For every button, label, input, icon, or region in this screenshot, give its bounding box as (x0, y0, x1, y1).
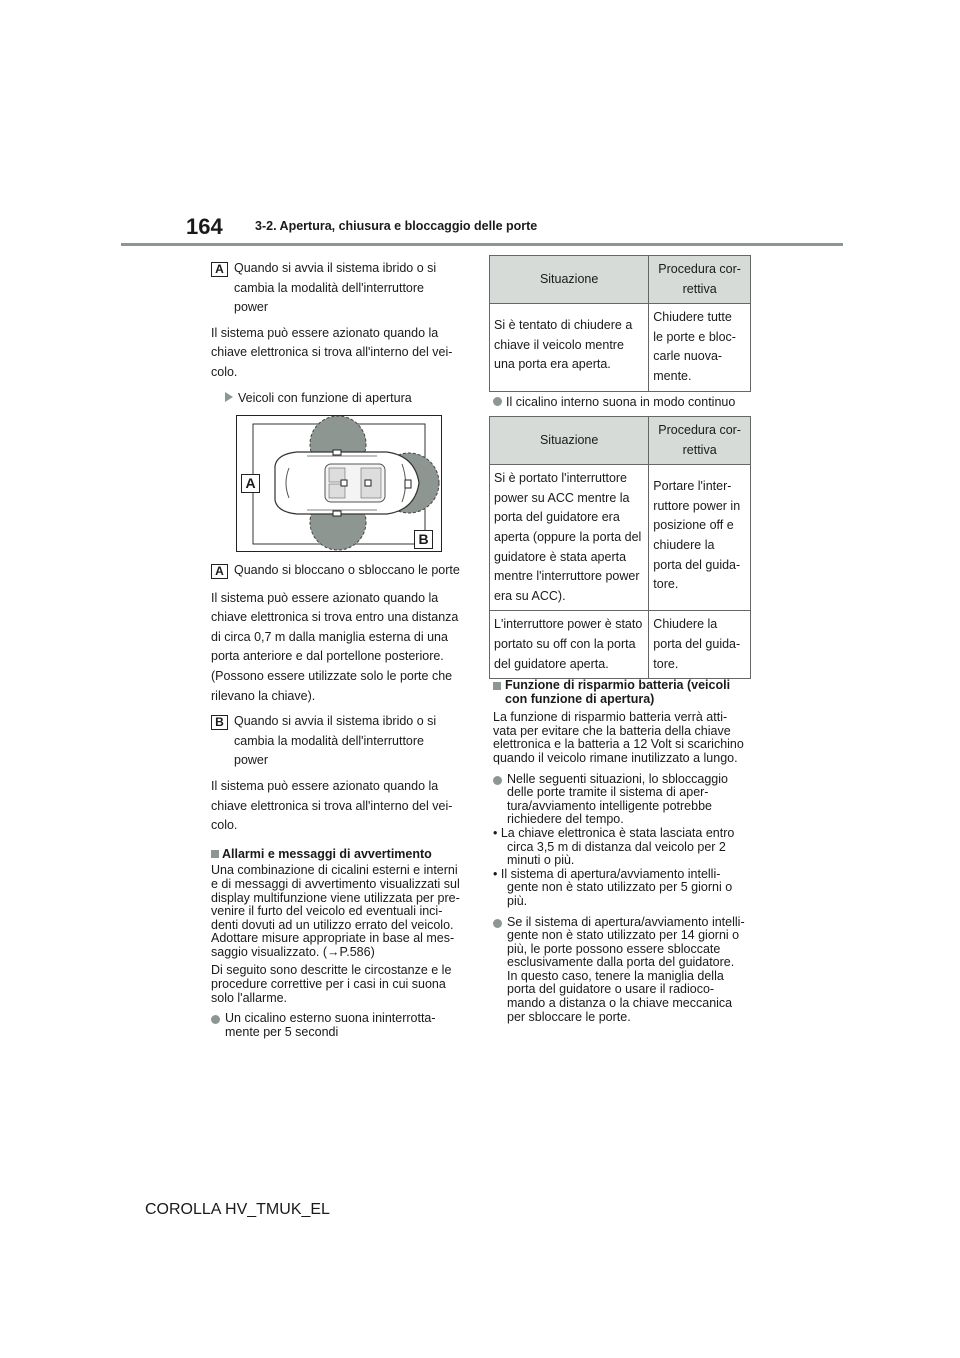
sub-item (493, 827, 755, 868)
figure-label-b: B (414, 530, 433, 549)
paragraph (211, 589, 473, 707)
bullet-dot-icon (493, 397, 502, 406)
section-title: 3-2. Apertura, chiusura e bloccaggio delle porte (255, 219, 538, 233)
text-line: Nelle seguenti situazioni, lo sbloccaggio (507, 771, 728, 786)
text-line: più, le porte possono essere sbloccate (507, 941, 721, 956)
text-line: di circa 0,7 m dalla maniglia esterna di una (211, 629, 448, 644)
text-line: con funzione di apertura) (505, 691, 655, 706)
text-line: gente non è stato utilizzato per 14 giorni o (507, 928, 740, 943)
car-top-view-diagram (237, 416, 441, 551)
text-line: power (234, 300, 269, 315)
text-line: Se il sistema di apertura/avviamento intelli- (507, 914, 745, 929)
alarm-heading (211, 845, 473, 865)
bullet-dot-icon (493, 776, 502, 785)
alarm-paragraph (211, 864, 473, 959)
text-line: aperta (oppure la porta del (494, 529, 642, 544)
bullet-item (211, 1012, 473, 1039)
table-header-row (490, 256, 751, 304)
text-line: quando il veicolo rimane inutilizzato a lungo. (493, 750, 738, 765)
text-line: Quando si bloccano o sbloccano le porte (234, 563, 460, 577)
text-line: Adottare misure appropriate in base al mes- (211, 931, 455, 946)
text-line: Funzione di risparmio batteria (veicoli (505, 678, 731, 692)
page-reference[interactable]: P.586) (339, 944, 375, 959)
text-line: L'interruttore power è stato (494, 617, 643, 632)
text-line: porta del guida- (653, 636, 741, 651)
battery-heading (493, 679, 755, 706)
text-line: più. (507, 893, 528, 908)
text-line: In questo caso, tenere la maniglia della (507, 968, 724, 983)
cell-situation (490, 465, 649, 611)
text-line: (Possono essere utilizzate solo le porte che (211, 668, 453, 683)
header-situation: Situazione (490, 417, 649, 465)
text-line: procedure correttive per i casi in cui suona (211, 977, 446, 992)
text-line: tura/avviamento intelligente potrebbe (507, 798, 712, 813)
text-line: era su ACC). (494, 588, 566, 603)
text-line: tore. (653, 577, 679, 592)
key-range-figure (236, 415, 442, 552)
bullet-item (493, 916, 755, 1025)
text-line: ruttore power in (653, 498, 741, 513)
text-span: saggio visualizzato. ( (211, 944, 328, 959)
text-line: e di messaggi di avvertimento visualizzati sul (211, 876, 460, 891)
text-line: power (234, 753, 269, 768)
bullet-item (493, 773, 755, 827)
text-line: gente non è stato utilizzato per 5 giorni o (507, 880, 733, 895)
warning-table-2 (489, 416, 751, 679)
text-line: Chiudere tutte (653, 310, 732, 325)
text-line: Procedura cor- (658, 423, 741, 437)
paragraph (211, 777, 473, 836)
text-line: tore. (653, 656, 679, 671)
square-bullet-icon (211, 850, 219, 858)
text-line: elettronica e la batteria a 12 Volt si scarichino (493, 737, 744, 752)
header-procedure (649, 256, 751, 304)
text-line: chiave elettronica si trova entro una distanza (211, 610, 459, 625)
text-line: richiedere del tempo. (507, 812, 624, 827)
table-header-row (490, 417, 751, 465)
text-line: porta del guidatore era (494, 510, 620, 525)
header-procedure (649, 417, 751, 465)
table-row (490, 465, 751, 611)
left-column (211, 259, 473, 408)
text-line: rettiva (682, 281, 717, 296)
label-a2-item (211, 561, 473, 581)
text-line: power su ACC mentre la (494, 490, 630, 505)
text-line: rilevano la chiave). (211, 688, 316, 703)
text-line (211, 946, 473, 960)
text-line: • La chiave elettronica è stata lasciata entro (493, 825, 735, 840)
text-line: minuti o più. (507, 853, 575, 868)
page-number: 164 (186, 214, 223, 239)
text-line: porta del guida- (653, 557, 741, 572)
bullet-dot-icon (211, 1015, 220, 1024)
text-line: Il sistema può essere azionato quando la (211, 778, 439, 793)
arrow-icon: → (327, 944, 340, 959)
bullet-text: Il cicalino interno suona in modo continuo (506, 395, 736, 409)
text-line: delle porte tramite il sistema di aper- (507, 785, 709, 800)
text-line: mentre l'interruttore power (494, 569, 640, 584)
text-line: porta anteriore e dal portellone posteriore. (211, 649, 444, 664)
text-line: porta del guidatore o usare il radioco- (507, 982, 715, 997)
text-line: chiave il veicolo mentre (494, 337, 624, 352)
text-line: rettiva (682, 442, 717, 457)
text-line: del guidatore aperta. (494, 656, 609, 671)
text-line: chiave elettronica si trova all'interno del vei- (211, 345, 453, 360)
text-line: Il sistema può essere azionato quando la (211, 590, 439, 605)
text-line: venire il furto del veicolo ed eventuali inci- (211, 904, 443, 919)
header-situation: Situazione (490, 256, 649, 304)
text-line: Quando si avvia il sistema ibrido o si (234, 261, 437, 275)
text-line: denti dovuti ad un utilizzo errato del veicolo. (211, 917, 454, 932)
text-line: esclusivamente dalla porta del guidatore. (507, 955, 735, 970)
text-line: le porte e bloc- (653, 329, 736, 344)
description-paragraph (211, 964, 473, 1005)
cell-procedure (649, 465, 751, 611)
text-line: Una combinazione di cicalini esterni e interni (211, 863, 458, 878)
text-line: chiave elettronica si trova all'interno del vei- (211, 798, 453, 813)
text-line: mente per 5 secondi (225, 1024, 339, 1039)
sub-item (493, 868, 755, 909)
warning-table-1 (489, 255, 751, 392)
square-bullet-icon (493, 682, 501, 690)
label-a-item (211, 259, 473, 318)
sub-heading-text: Veicoli con funzione di apertura (238, 390, 412, 405)
text-line: chiudere la (653, 537, 715, 552)
bullet-item (493, 393, 755, 413)
text-line: mando a distanza o la chiave meccanica (507, 996, 733, 1011)
label-b-badge: B (211, 715, 228, 730)
text-line: Il sistema può essere azionato quando la (211, 325, 439, 340)
text-line: display multifunzione viene utilizzata per pre- (211, 890, 460, 905)
paragraph (211, 324, 473, 383)
triangle-icon (225, 392, 233, 402)
cell-procedure (649, 611, 751, 679)
text-line: vata per evitare che la batteria della chiave (493, 723, 731, 738)
text-line: Di seguito sono descritte le circostanze e le (211, 963, 452, 978)
table-row (490, 304, 751, 391)
text-line: mente. (653, 368, 692, 383)
text-line: Portare l'inter- (653, 479, 732, 494)
footer-model-code: COROLLA HV_TMUK_EL (145, 1201, 330, 1218)
cell-situation (490, 611, 649, 679)
text-line: carle nuova- (653, 349, 723, 364)
text-line: cambia la modalità dell'interruttore (234, 733, 424, 748)
left-column-lower (211, 561, 473, 1039)
text-line: solo l'allarme. (211, 990, 288, 1005)
label-a-badge: A (211, 564, 228, 579)
text-line: Un cicalino esterno suona ininterrotta- (225, 1011, 436, 1026)
cell-situation (490, 304, 649, 391)
text-line: colo. (211, 818, 238, 833)
text-line: cambia la modalità dell'interruttore (234, 280, 424, 295)
text-line: • Il sistema di apertura/avviamento intelli- (493, 866, 721, 881)
text-line: per sbloccare le porte. (507, 1009, 631, 1024)
label-a-badge: A (211, 262, 228, 277)
text-line: Quando si avvia il sistema ibrido o si (234, 714, 437, 729)
bullet-dot-icon (493, 919, 502, 928)
text-line: Procedura cor- (658, 262, 741, 276)
text-line: circa 3,5 m di distanza dal veicolo per 2 (507, 839, 726, 854)
text-line: portato su off con la porta (494, 636, 636, 651)
text-line: posizione off e (653, 518, 734, 533)
header-rule (121, 243, 843, 246)
text-line: Chiudere la (653, 617, 718, 632)
text-line: La funzione di risparmio batteria verrà atti- (493, 710, 728, 725)
sub-heading (211, 389, 473, 409)
text-line: una porta era aperta. (494, 357, 611, 372)
text-line: colo. (211, 364, 238, 379)
text-line: Si è tentato di chiudere a (494, 318, 633, 333)
battery-paragraph (493, 711, 755, 765)
label-b-item (211, 712, 473, 771)
cell-procedure (649, 304, 751, 391)
text-line: guidatore è stata aperta (494, 549, 627, 564)
table-row (490, 611, 751, 679)
figure-label-a: A (241, 474, 260, 493)
battery-section (493, 679, 755, 1024)
text-line: Si è portato l'interruttore (494, 471, 628, 486)
alarm-heading-text: Allarmi e messaggi di avvertimento (222, 846, 432, 861)
